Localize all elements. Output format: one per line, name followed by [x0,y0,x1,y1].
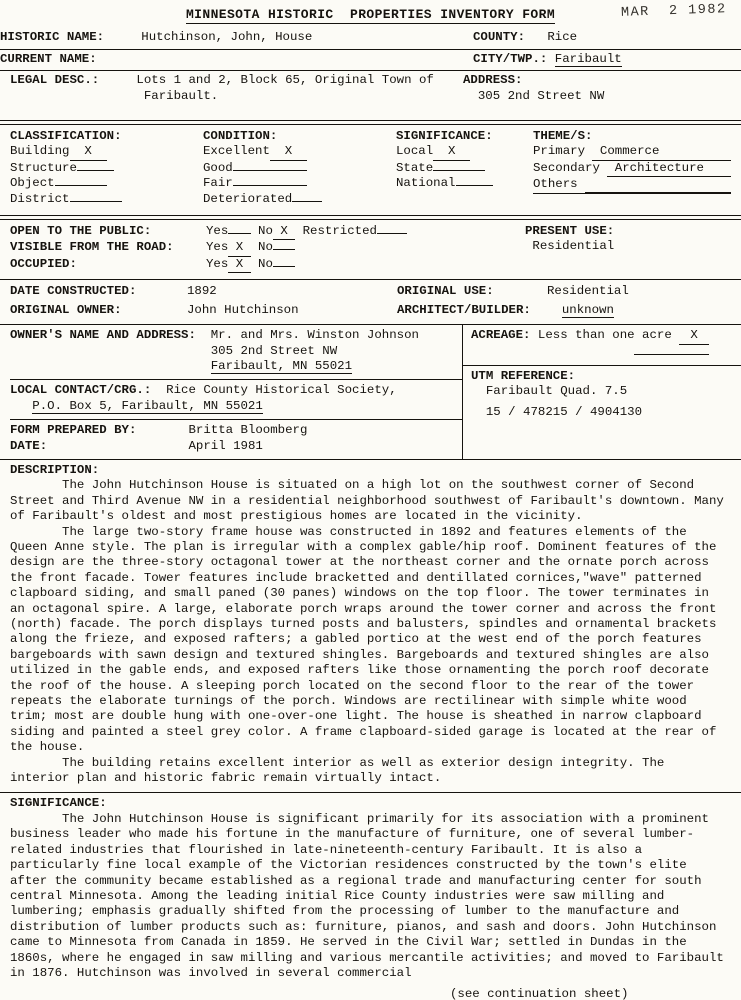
significance-local: Local X [396,144,533,160]
classification-district: District [10,192,203,207]
section-divider [0,120,741,125]
condition-fair-slot [233,185,307,186]
theme-others-slot [585,177,731,192]
owner-name-address-value [211,328,419,374]
current-name-row [0,50,741,71]
classification-object-slot [55,185,107,186]
condition-heading: CONDITION: [203,129,278,144]
form-date-value: April 1981 [188,438,263,453]
significance-local-slot: X [433,144,470,160]
classification-structure: Structure [10,161,203,176]
theme-others: Others [533,177,731,192]
acreage-label: ACREAGE: [471,328,531,343]
open-no-slot: X [273,224,295,240]
utm-reference-label: UTM REFERENCE: [471,368,576,383]
continuation-note: (see continuation sheet) [450,987,629,1000]
significance-state-slot [433,170,485,171]
condition-good: Good [203,161,396,176]
access-section [10,221,731,279]
county-value: Rice [547,30,578,45]
description-paragraph: The John Hutchinson House is situated on a high lot on the southwest corner of Second Street and Third Avenue NW in a residential neighborhood southwest of Faribault's downtown. Many of Faribault's oldest and most prestigious homes are located in the vicinity. [10,478,724,524]
form-title: MINNESOTA HISTORIC PROPERTIES INVENTORY FORM [185,7,556,22]
received-date-stamp: MAR 2 1982 [621,2,728,21]
significance-section [10,793,731,1000]
section-divider [0,215,741,220]
original-use-label: ORIGINAL USE: [397,284,494,299]
classification-object: Object [10,176,203,191]
acreage-slot: X [679,328,709,344]
occupied-yes-slot: X [228,257,250,273]
owner-name-address-label: OWNER'S NAME AND ADDRESS: [10,328,196,343]
address-value: 305 2nd Street NW [477,88,605,103]
acreage-text: Less than one acre [537,328,672,343]
form-prepared-cell [10,420,462,459]
occupied-no-slot [273,266,295,267]
significance-level-column [396,129,533,207]
legal-desc-line2: Faribault. [143,88,219,103]
acreage-blank-slot [634,354,708,355]
classification-structure-slot [77,170,114,171]
owner-line3: Faribault, MN 55021 [210,358,353,373]
occupied-label: OCCUPIED: [10,256,77,271]
original-owner-value: John Hutchinson [187,302,299,317]
significance-state: State [396,161,533,176]
original-use-value: Residential [547,284,629,299]
visible-yes-slot: X [228,240,250,256]
local-contact-line1: Rice County Historical Society, [166,383,397,398]
date-constructed-label: DATE CONSTRUCTED: [10,284,137,299]
architect-builder-value: unknown [561,302,614,317]
open-to-public-label: OPEN TO THE PUBLIC: [10,224,152,239]
theme-blank-line [533,193,731,194]
historic-name-row [0,28,741,49]
significance-national: National [396,176,533,191]
classification-district-slot [70,201,122,202]
county-label: COUNTY: [473,30,526,45]
utm-quad-value: Faribault Quad. 7.5 [485,384,628,399]
legal-desc-value [136,73,433,104]
theme-primary: Primary Commerce [533,144,731,160]
legal-desc-row [10,71,731,119]
significance-national-slot [456,185,493,186]
current-name-label: CURRENT NAME: [0,51,97,66]
description-paragraph: The building retains excellent interior as well as exterior design integrity. The interior plan and historic fabric remain virtually intact. [10,755,665,786]
present-use-label: PRESENT USE: [525,224,615,239]
utm-cell [463,366,741,425]
condition-excellent-slot: X [270,144,307,160]
significance-paragraph: The John Hutchinson House is significant primarily for its association with a prominent business leader who made his fortune in the manufacture of furniture, one of several lumber-related industries that flourished in late-nineteenth-century Faribault. It is also a particularly fine local example of the Victorian residences constructed by the town's elite after the community became established as a regional trade and manufacturing center for south central Minnesota. Among the leading initial Rice County industries were saw milling and lumbering; emphasis gradually shifted from the processing of lumber to the manufacture and distribution of lumber products such as: furniture, pianos, and sash and doors. John Hutchinson came to Minnesota from Canada in 1859. He served in the Civil War; settled in Dundas in the 1860s, where he engaged in saw milling and various mercantile activities; and moved to Faribault in 1876. Hutchinson was involved in several commercial [10,811,724,980]
themes-heading: THEME/S: [533,129,593,144]
theme-secondary-slot: Architecture [607,161,731,177]
description-heading: DESCRIPTION: [10,462,100,477]
legal-desc-line1: Lots 1 and 2, Block 65, Original Town of [136,73,434,88]
present-use-value: Residential [532,239,615,254]
theme-primary-slot: Commerce [592,144,731,160]
condition-good-slot [233,170,307,171]
city-twp-value: Faribault [554,51,622,66]
owner-section [10,325,731,459]
form-prepared-value: Britta Bloomberg [188,423,308,438]
local-contact-cell [10,380,462,420]
open-yes-slot [228,233,250,234]
local-contact-label: LOCAL CONTACT/CRG.: [10,383,152,398]
significance-heading: SIGNIFICANCE: [10,796,107,811]
legal-desc-label: LEGAL DESC.: [10,73,100,88]
architect-builder-label: ARCHITECT/BUILDER: [397,302,531,317]
classification-building-slot: X [70,144,107,160]
construction-section [10,280,731,324]
form-prepared-label: FORM PREPARED BY: [10,423,137,438]
occupied-row: OCCUPIED: Yes X No [10,257,525,273]
significance-level-heading: SIGNIFICANCE: [396,129,493,144]
condition-column [203,129,396,207]
date-constructed-value: 1892 [187,284,217,299]
theme-secondary: Secondary Architecture [533,161,731,177]
owner-line2: 305 2nd Street NW [210,343,338,358]
historic-name-value: Hutchinson, John, House [141,30,313,45]
condition-excellent: Excellent X [203,144,396,160]
open-to-public-row: OPEN TO THE PUBLIC: Yes No X Restricted [10,224,525,240]
open-restricted-slot [377,233,407,234]
local-contact-line2: P.O. Box 5, Faribault, MN 55021 [32,398,263,413]
owner-name-address-cell [10,325,462,380]
visible-no-slot [273,249,295,250]
condition-deteriorated-slot [292,201,322,202]
acreage-cell [463,325,741,366]
form-date-label: DATE: [10,438,48,453]
owner-line1: Mr. and Mrs. Winston Johnson [210,328,419,343]
classification-building: Building X [10,144,203,160]
condition-deteriorated: Deteriorated [203,192,396,207]
classification-section [10,126,731,214]
classification-heading: CLASSIFICATION: [10,129,122,144]
original-owner-label: ORIGINAL OWNER: [10,302,122,317]
city-twp-label: CITY/TWP.: [473,51,548,66]
address-label: ADDRESS: [463,73,523,88]
visible-from-road-label: VISIBLE FROM THE ROAD: [10,240,174,255]
visible-from-road-row: VISIBLE FROM THE ROAD: Yes X No [10,240,525,256]
utm-coordinates-value: 15 / 478215 / 4904130 [485,404,643,419]
historic-name-label: HISTORIC NAME: [0,30,105,45]
description-section [10,460,731,793]
condition-fair: Fair [203,176,396,191]
description-paragraph: The large two-story frame house was constructed in 1892 and features elements of the Queen Anne style. The plan is irregular with a complex gable/hip roof. Dominent features of the design are the three-story octagonal tower at the northeast corner and the ornate porch across the front facade. Tower features include bracketted and dentillated cornices,"wave" patterned clapboard siding, and small paned (30 panes) windows on the top floor. The tower terminates in an octagonal spire. A large, elaborate porch wraps around the tower corner and across the front (north) facade. The porch displays turned posts and balusters, spindles and ornamental brackets along the frieze, and exposed rafters; a gabled portico at the west end of the porch features bargeboards with sawn design and textured shingles. Bargeboards and textured shingles are also utilized in the gable ends, and exposed rafters like those ornamenting the porch roof decorate the roof of the house. A sleeping porch located on the second floor to the rear of the tower repeats the elaborate turnings of the porch. Windows are rectilinear with simple white wood trim; most are double hung with one-over-one light. The house is sheathed in narrow clapboard siding and painted a steel grey color. A frame clapboard-sided garage is located at the rear of the house. [10,524,717,755]
themes-column [533,129,731,207]
theme-blank-slot [533,193,731,194]
classification-column [10,129,203,207]
